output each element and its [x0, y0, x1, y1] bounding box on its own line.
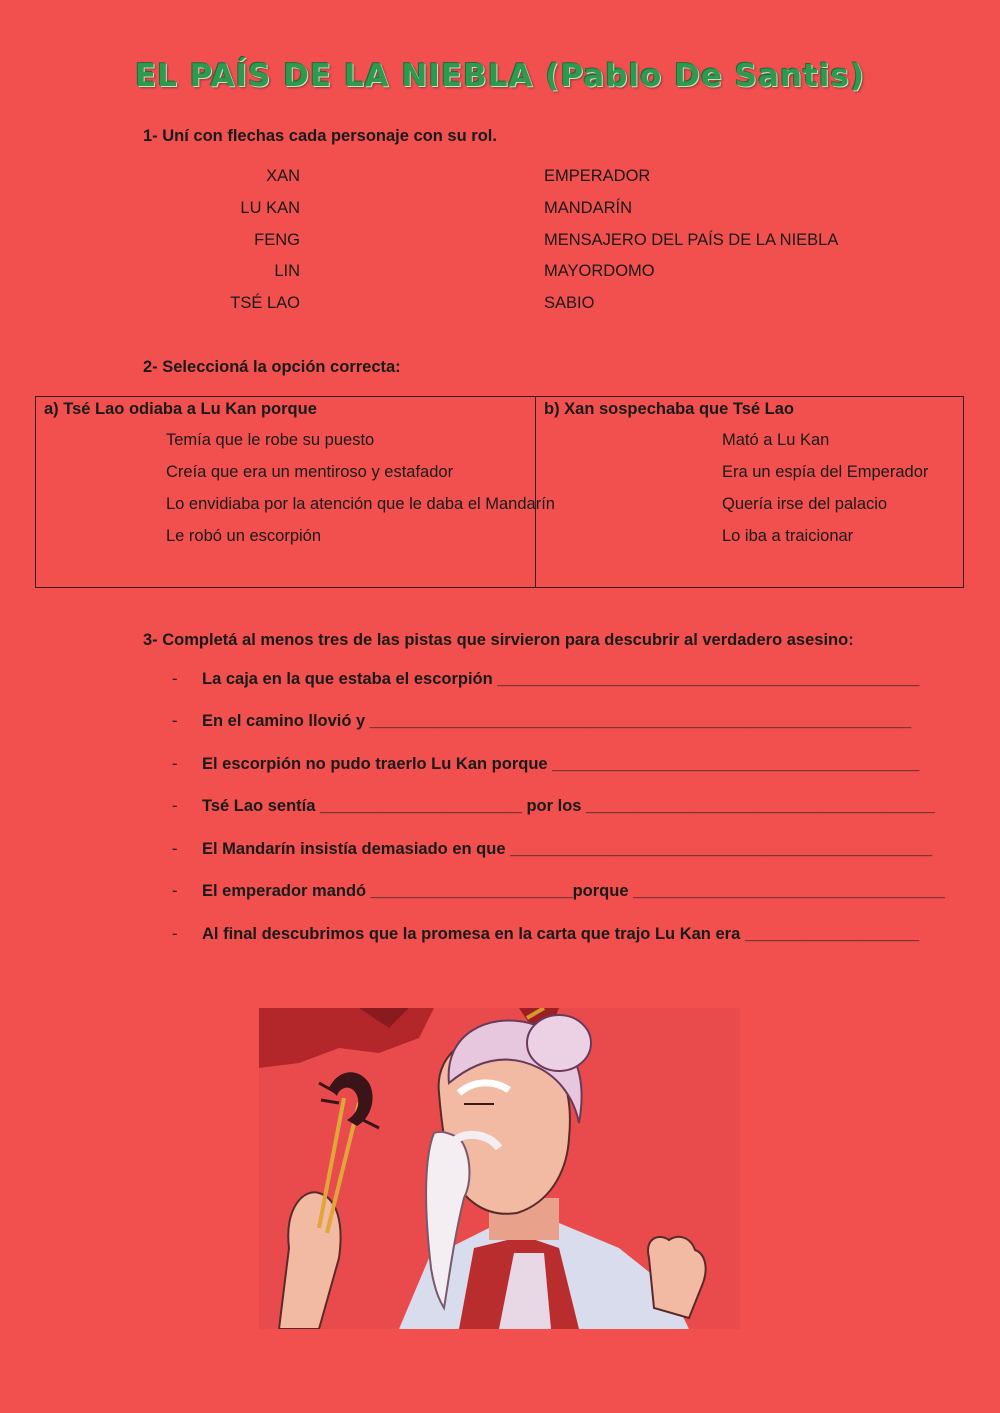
- role-item[interactable]: MANDARÍN: [544, 199, 633, 217]
- clue-dash: -: [172, 840, 178, 858]
- role-item[interactable]: MAYORDOMO: [544, 262, 655, 280]
- option-b-choice[interactable]: Quería irse del palacio: [722, 495, 888, 513]
- option-column-a: [36, 397, 555, 588]
- question-2-heading: 2- Seleccioná la opción correcta:: [143, 358, 401, 376]
- clue-line[interactable]: [172, 797, 935, 816]
- role-item[interactable]: SABIO: [544, 294, 595, 312]
- clue-text: Tsé Lao sentía ______________________ por los ______________________________________: [202, 797, 935, 815]
- character-item[interactable]: FENG: [254, 231, 300, 249]
- question-3-heading: 3- Completá al menos tres de las pistas que sirvieron para descubrir al verdadero asesino:: [143, 631, 854, 649]
- clue-line[interactable]: [172, 712, 911, 731]
- option-a-choice[interactable]: Le robó un escorpión: [166, 527, 322, 545]
- clue-dash: -: [172, 925, 178, 943]
- sage-illustration: [259, 1008, 740, 1329]
- question-1-heading: 1- Uní con flechas cada personaje con su rol.: [143, 127, 497, 145]
- clue-dash: -: [172, 670, 178, 688]
- option-a-choice[interactable]: Creía que era un mentiroso y estafador: [166, 463, 454, 481]
- clue-line[interactable]: [172, 925, 919, 944]
- option-a-choice[interactable]: Lo envidiaba por la atención que le daba el Mandarín: [166, 495, 555, 513]
- character-item[interactable]: LU KAN: [240, 199, 300, 217]
- clue-dash: -: [172, 755, 178, 773]
- clue-dash: -: [172, 797, 178, 815]
- clue-text: El escorpión no pudo traerlo Lu Kan porque ________________________________________: [202, 755, 920, 773]
- clue-text: La caja en la que estaba el escorpión ______________________________________________: [202, 670, 920, 688]
- option-a-prompt: a) Tsé Lao odiaba a Lu Kan porque: [44, 400, 317, 418]
- clue-dash: -: [172, 882, 178, 900]
- character-item[interactable]: TSÉ LAO: [230, 294, 300, 312]
- clue-line[interactable]: [172, 882, 945, 901]
- role-item[interactable]: EMPERADOR: [544, 167, 651, 185]
- page-title: EL PAÍS DE LA NIEBLA (Pablo De Santis): [134, 58, 866, 94]
- character-item[interactable]: XAN: [266, 167, 300, 185]
- clue-line[interactable]: [172, 840, 932, 859]
- clue-text: El emperador mandó ______________________porque __________________________________: [202, 882, 946, 900]
- option-b-choice[interactable]: Era un espía del Emperador: [722, 463, 929, 481]
- character-item[interactable]: LIN: [274, 262, 300, 280]
- role-item[interactable]: MENSAJERO DEL PAÍS DE LA NIEBLA: [544, 231, 839, 249]
- clue-dash: -: [172, 712, 178, 730]
- option-b-prompt: b) Xan sospechaba que Tsé Lao: [544, 400, 795, 418]
- clue-line[interactable]: [172, 670, 919, 689]
- clue-text: El Mandarín insistía demasiado en que ______________________________________________: [202, 840, 933, 858]
- option-a-choice[interactable]: Temía que le robe su puesto: [166, 431, 375, 449]
- clue-text: En el camino llovió y ___________________________________________________________: [202, 712, 912, 730]
- option-b-choice[interactable]: Mató a Lu Kan: [722, 431, 830, 449]
- clue-line[interactable]: [172, 755, 919, 774]
- hair-bun: [527, 1015, 591, 1071]
- option-column-b: [536, 397, 964, 588]
- options-table: [35, 396, 964, 588]
- clue-text: Al final descubrimos que la promesa en la carta que trajo Lu Kan era ___________________: [202, 925, 920, 943]
- option-b-choice[interactable]: Lo iba a traicionar: [722, 527, 854, 545]
